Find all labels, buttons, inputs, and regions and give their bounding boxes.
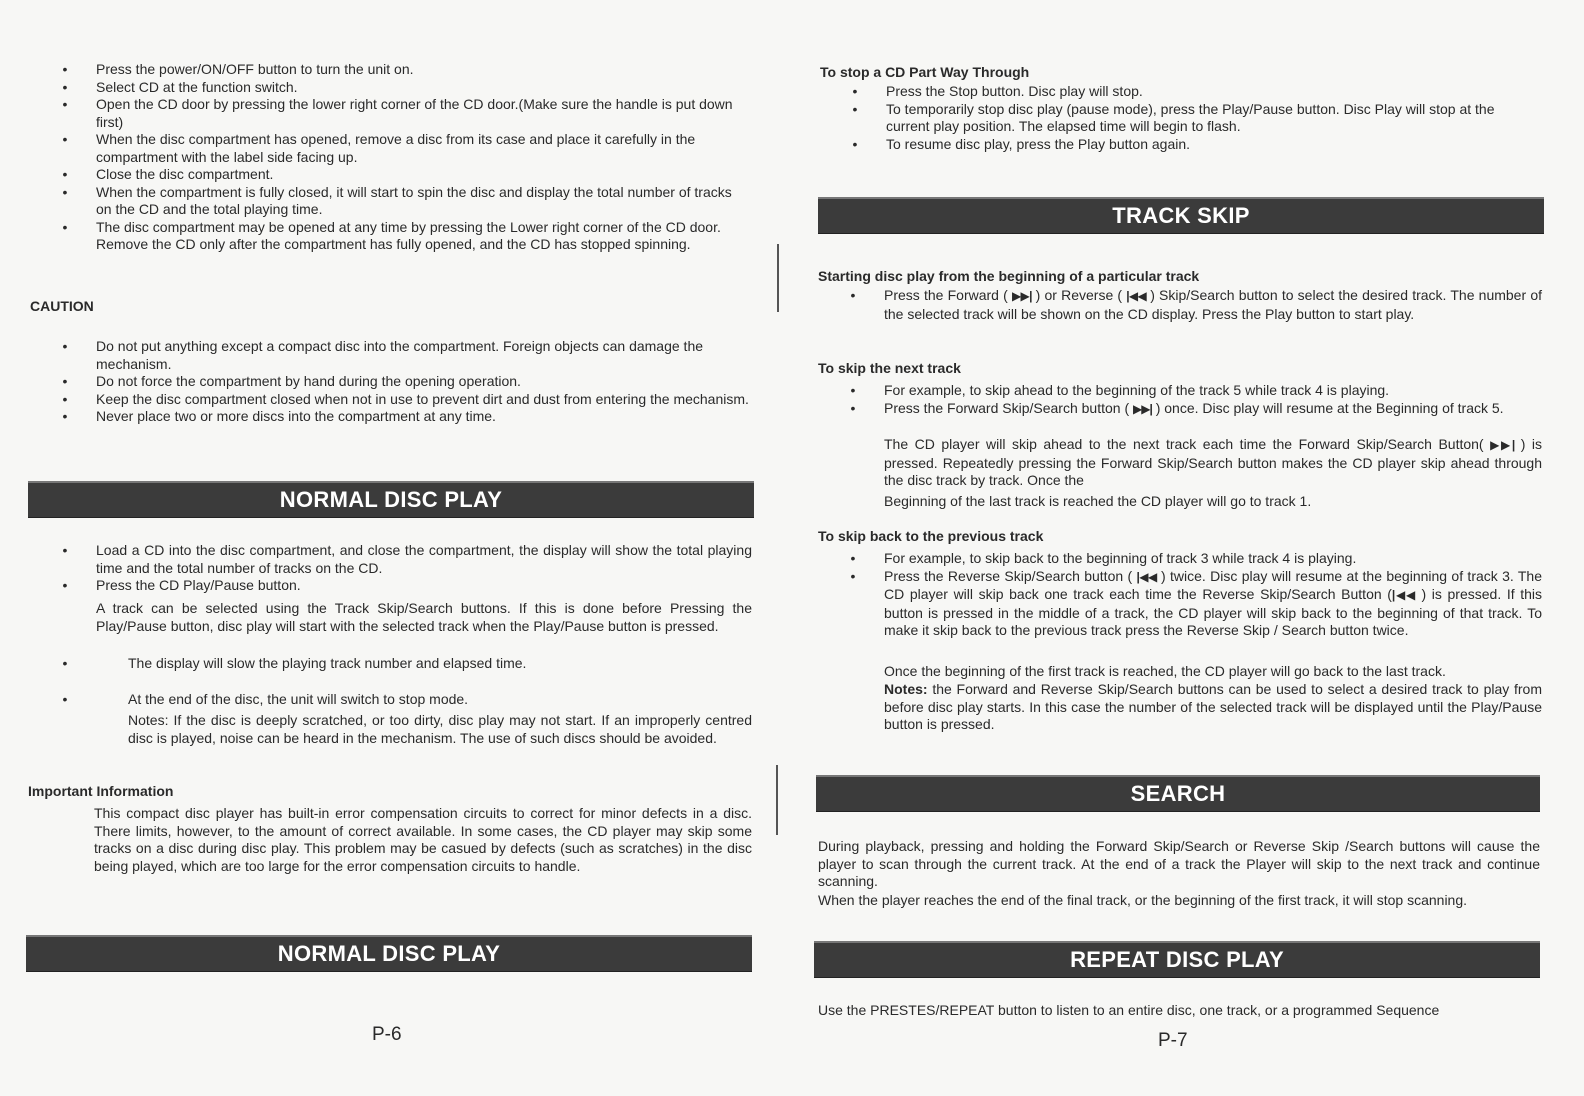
repeat-disc-play-banner: REPEAT DISC PLAY [814,941,1540,978]
bullet: • [62,390,68,407]
list-item: • For example, to skip back to the beginning of track 3 while track 4 is playing. [884,550,1542,568]
bullet: • [62,542,68,558]
bullet: • [852,83,858,99]
bullet: • [62,577,68,593]
reverse-skip-icon: |◀◀ [1391,588,1416,602]
track-select-paragraph: A track can be selected using the Track Skip/Search buttons. If this is done before Pressing the Play/Pause button, disc play will start with the selected track when the Play/Pause button is pressed. [96,600,752,634]
bullet: • [852,100,858,117]
skip-next-heading: To skip the next track [818,360,961,376]
forward-skip-icon: ▶▶| [1012,289,1032,303]
right-page [790,0,1584,1096]
bullet: • [62,655,68,671]
skip-next-paragraph-2: Beginning of the last track is reached the CD player will go to track 1. [884,493,1312,509]
normal-play-bullet-list-2 [62,655,752,673]
normal-play-bullet-list-3 [62,691,752,709]
skip-next-paragraph: The CD player will skip ahead to the next track each time the Forward Skip/Search Button( ▶▶| ) is pressed. Repeatedly pressing the Forward Skip/Search button makes the CD player skip ahead through the disc track by track. Once the [884,436,1542,488]
search-text-2: When the player reaches the end of the final track, or the beginning of the first track, it will stop scanning. [818,892,1468,908]
bullet: • [62,183,68,200]
list-item: • Press the Stop button. Disc play will stop. [886,83,1540,101]
bullet: • [62,131,68,147]
list-item: • Press the CD Play/Pause button. [96,577,752,595]
skip-next-bullet-list [850,382,1542,418]
bullet: • [62,96,68,112]
list-item: • Do not put anything except a compact disc into the compartment. Foreign objects can damage the mechanism. [96,338,750,373]
bullet: • [850,399,856,416]
list-item: • Press the power/ON/OFF button to turn the unit on. [96,61,741,79]
skip-back-paragraph: Once the beginning of the first track is reached, the CD player will go back to the last track. [884,663,1446,679]
track-skip-banner: TRACK SKIP [818,197,1544,234]
starting-bullet-list [850,287,1542,323]
repeat-text: Use the PRESTES/REPEAT button to listen to an entire disc, one track, or a programmed Sequence [818,1002,1440,1018]
left-page [0,0,790,1096]
scratch-notes: Notes: If the disc is deeply scratched, or too dirty, disc play may not start. If an improperly centred disc is played, noise can be heard in the mechanism. The use of such discs should be avoided. [128,712,752,746]
normal-disc-play-banner: NORMAL DISC PLAY [28,481,754,518]
list-item: • When the disc compartment has opened, remove a disc from its case and place it carefully in the compartment with the label side facing up. [96,131,741,166]
list-item: • Do not force the compartment by hand during the opening operation. [96,373,750,391]
list-item: • Press the Forward Skip/Search button ( ▶▶| ) once. Disc play will resume at the Beginning of track 5. [884,400,1542,419]
page-number-left: P-6 [372,1024,402,1045]
list-item: • The disc compartment may be opened at any time by pressing the Lower right corner of the CD door. Remove the CD only after the compartment has fully opened, and the CD has stopped spinning. [96,219,741,254]
bullet: • [62,691,68,707]
search-banner: SEARCH [816,775,1540,812]
list-item: • For example, to skip ahead to the beginning of the track 5 while track 4 is playing. [884,382,1542,400]
scan-mark [777,244,779,312]
search-text: During playback, pressing and holding the Forward Skip/Search or Reverse Skip /Search buttons will cause the player to scan through the current track. At the end of a track the Player will skip to the next track and continue scanning. [818,838,1540,889]
skip-back-notes: Notes: the Forward and Reverse Skip/Search buttons can be used to select a desired track to play from before disc play starts. In this case the number of the selected track will be displayed until the Play/Pause button is pressed. [884,681,1543,732]
bullet: • [62,166,68,182]
bullet: • [850,567,856,584]
list-item: • Press the Reverse Skip/Search button ( |◀◀ ) twice. Disc play will resume at the beginning of track 3. The CD player will skip back one track each time the Reverse Skip/Search Button (|◀◀ ) is pressed. If this button is pressed in the middle of a track, the CD player will skip back to the beginning of that track. To make it skip back to the previous track press the Reverse Skip / Search button twice. [884,568,1542,640]
list-item: • The display will slow the playing track number and elapsed time. [128,655,752,673]
bullet: • [852,135,858,152]
important-heading: Important Information [28,783,174,799]
bullet: • [850,550,856,566]
bullet: • [62,61,68,77]
caution-heading: CAUTION [30,298,94,314]
skip-back-bullet-list [850,550,1543,640]
list-item: • When the compartment is fully closed, it will start to spin the disc and display the total number of tracks on the CD and the total playing time. [96,184,741,219]
bullet: • [62,218,68,235]
list-item: • Never place two or more discs into the compartment at any time. [96,408,750,426]
bullet: • [850,382,856,398]
bullet: • [62,408,68,424]
stop-bullet-list [852,83,1540,153]
list-item: • To temporarily stop disc play (pause mode), press the Play/Pause button. Disc Play will stop at the current play position. The elapsed time will begin to flash. [886,101,1540,136]
caution-bullet-list [62,338,750,426]
reverse-skip-icon: |◀◀ [1136,569,1157,584]
list-item: • Select CD at the function switch. [96,79,741,97]
list-item: • Keep the disc compartment closed when not in use to prevent dirt and dust from entering the mechanism. [96,391,750,409]
page-number-right: P-7 [1158,1030,1188,1051]
starting-heading: Starting disc play from the beginning of a particular track [818,268,1200,284]
skip-back-heading: To skip back to the previous track [818,528,1044,544]
bullet: • [62,373,68,389]
list-item: • Open the CD door by pressing the lower right corner of the CD door.(Make sure the handle is put down first) [96,96,741,131]
list-item: • To resume disc play, press the Play button again. [886,136,1540,154]
intro-bullet-list [62,61,741,254]
list-item: • At the end of the disc, the unit will switch to stop mode. [128,691,752,709]
list-item: • Press the Forward ( ▶▶| ) or Reverse ( |◀◀ ) Skip/Search button to select the desired track. The number of the selected track will be shown on the CD display. Press the Play button to start play. [884,287,1542,323]
bullet: • [850,287,856,303]
bullet: • [62,78,68,95]
scan-mark [776,765,778,835]
normal-play-bullet-list [62,542,752,595]
bullet: • [62,338,68,354]
list-item: • Close the disc compartment. [96,166,741,184]
list-item: • Load a CD into the disc compartment, and close the compartment, the display will show the total playing time and the total number of tracks on the CD. [96,542,752,577]
forward-skip-icon: ▶▶| [1133,401,1152,416]
normal-disc-play-banner-2: NORMAL DISC PLAY [26,935,752,972]
reverse-skip-icon: |◀◀ [1126,289,1146,303]
stop-heading: To stop a CD Part Way Through [820,64,1030,80]
important-text: This compact disc player has built-in error compensation circuits to correct for minor defects in a disc. There limits, however, to the amount of correct available. In some cases, the CD player may skip some tracks on a disc during disc play. This problem may be casued by defects (such as scratches) in the disc being played, which are too large for the error compensation circuits to handle. [94,805,752,874]
forward-skip-icon: ▶▶| [1490,438,1515,452]
